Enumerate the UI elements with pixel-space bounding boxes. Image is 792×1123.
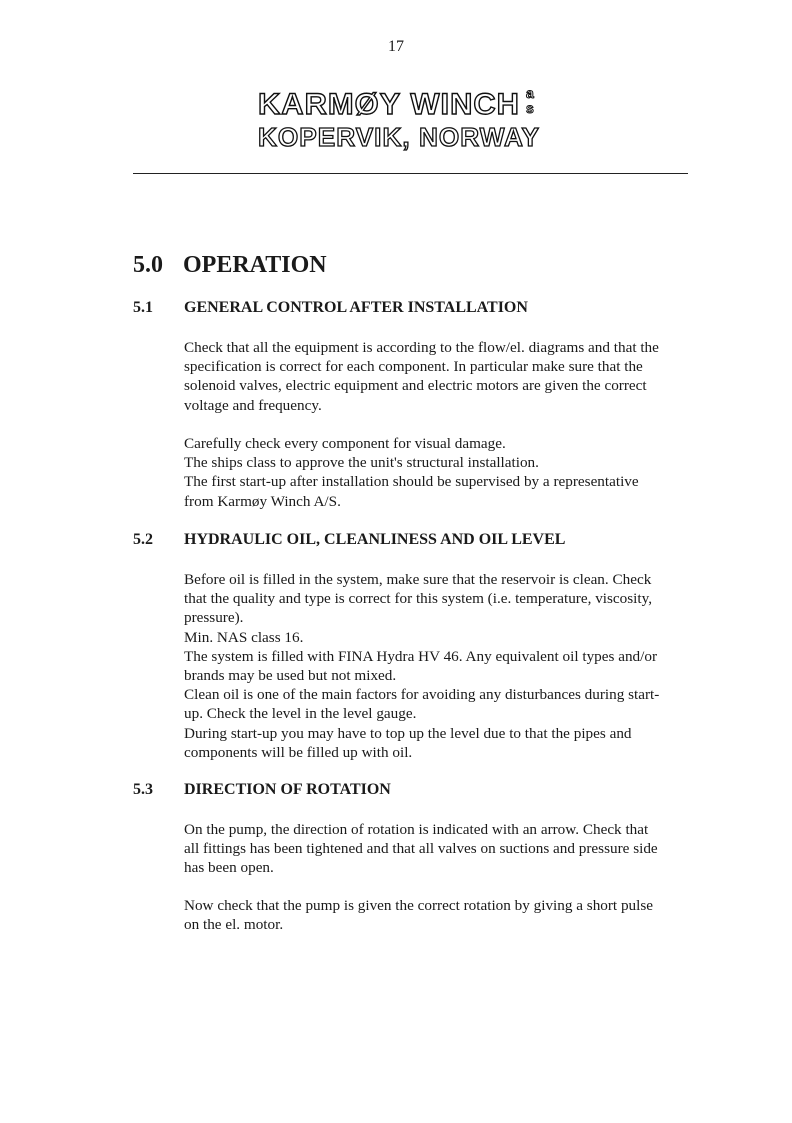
chapter-title: OPERATION bbox=[183, 252, 327, 278]
text-line: solenoid valves, electric equipment and electric motors are given the correct bbox=[184, 377, 647, 395]
section-number: 5.3 bbox=[133, 781, 153, 798]
section-title: HYDRAULIC OIL, CLEANLINESS AND OIL LEVEL bbox=[184, 531, 566, 548]
section-heading-5-2 bbox=[133, 531, 565, 549]
section-heading-5-1 bbox=[133, 299, 528, 317]
paragraph-5-3-a bbox=[184, 820, 694, 878]
paragraph-5-1-b bbox=[184, 434, 694, 511]
page-number: 17 bbox=[388, 38, 404, 55]
text-line: The ships class to approve the unit's structural installation. bbox=[184, 454, 539, 472]
section-title: GENERAL CONTROL AFTER INSTALLATION bbox=[184, 299, 528, 316]
logo-line1: KARMØY WINCH bbox=[258, 88, 520, 121]
text-line: Before oil is filled in the system, make sure that the reservoir is clean. Check bbox=[184, 571, 652, 588]
text-line: Now check that the pump is given the correct rotation by giving a short pulse bbox=[184, 897, 654, 914]
paragraph-5-2-a bbox=[184, 570, 694, 762]
text-line: has been open. bbox=[184, 859, 274, 877]
text-line: up. Check the level in the level gauge. bbox=[184, 705, 417, 723]
text-line: The system is filled with FINA Hydra HV 46. Any equivalent oil types and/or bbox=[184, 647, 658, 665]
logo-suffix-a: a bbox=[526, 85, 535, 101]
logo-line2: KOPERVIK, NORWAY bbox=[258, 122, 540, 152]
logo-suffix-s: s bbox=[526, 100, 535, 116]
text-line: On the pump, the direction of rotation is indicated with an arrow. Check that bbox=[184, 821, 649, 838]
text-line: Min. NAS class 16. bbox=[184, 628, 304, 646]
section-title: DIRECTION OF ROTATION bbox=[184, 781, 391, 798]
text-line: Carefully check every component for visual damage. bbox=[184, 435, 506, 452]
text-line: all fittings has been tightened and that all valves on suctions and pressure side bbox=[184, 840, 658, 858]
paragraph-5-3-b bbox=[184, 896, 694, 934]
text-line: specification is correct for each component. In particular make sure that the bbox=[184, 358, 643, 376]
text-line: The first start-up after installation should be supervised by a representative bbox=[184, 473, 639, 491]
header-divider bbox=[133, 173, 688, 174]
company-logo-graphic bbox=[250, 84, 550, 154]
chapter-number: 5.0 bbox=[133, 252, 163, 278]
section-heading-5-3 bbox=[133, 781, 391, 799]
text-line: brands may be used but not mixed. bbox=[184, 667, 397, 685]
chapter-heading bbox=[133, 252, 327, 279]
text-line: components will be filled up with oil. bbox=[184, 743, 413, 761]
text-line: Check that all the equipment is according to the flow/el. diagrams and that the bbox=[184, 339, 659, 356]
text-line: pressure). bbox=[184, 609, 244, 627]
section-number: 5.2 bbox=[133, 531, 153, 548]
text-line: During start-up you may have to top up the level due to that the pipes and bbox=[184, 724, 632, 742]
paragraph-5-1-a bbox=[184, 338, 694, 415]
text-line: voltage and frequency. bbox=[184, 396, 322, 414]
text-line: that the quality and type is correct for this system (i.e. temperature, viscosity, bbox=[184, 590, 653, 608]
text-line: on the el. motor. bbox=[184, 916, 284, 934]
text-line: Clean oil is one of the main factors for avoiding any disturbances during start- bbox=[184, 686, 660, 704]
section-number: 5.1 bbox=[133, 299, 153, 316]
text-line: from Karmøy Winch A/S. bbox=[184, 492, 341, 510]
company-logo bbox=[250, 84, 550, 154]
